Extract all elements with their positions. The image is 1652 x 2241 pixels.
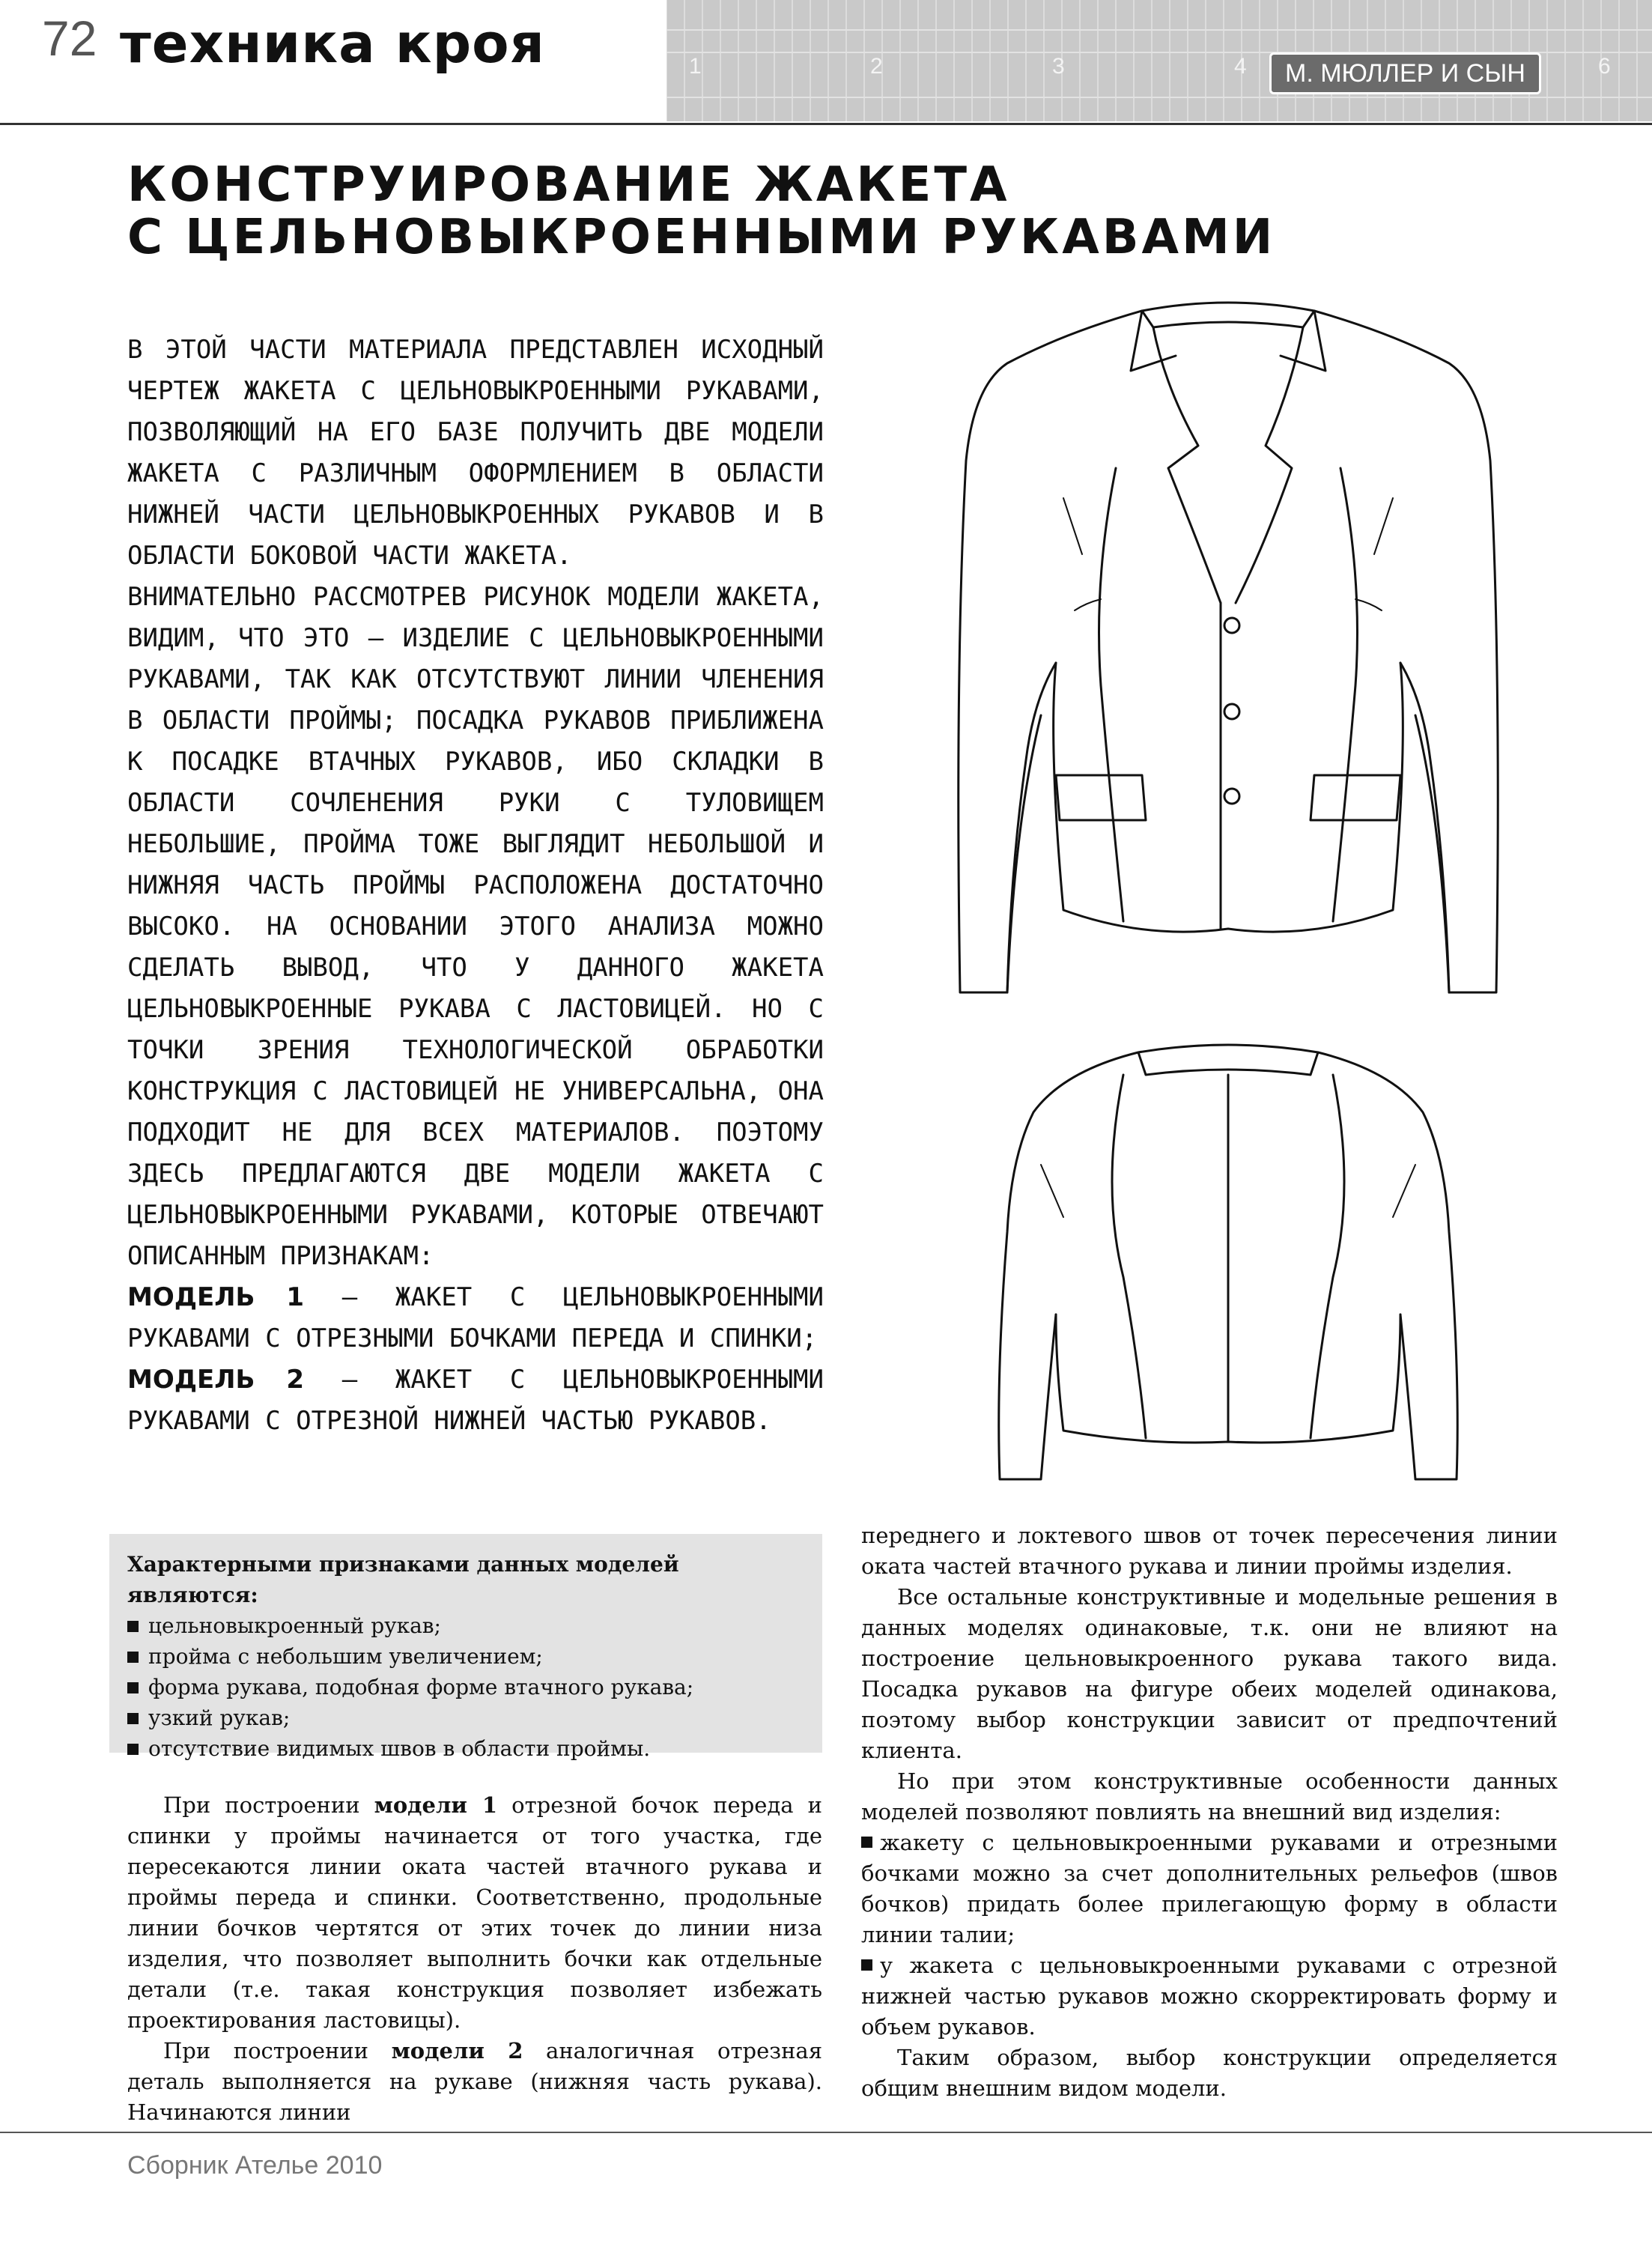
bullet-text: у жакета с цельновыкроенными рукавами с отрезной нижней частью рукавов можно скорректировать форму и объем рукавов. [861, 1953, 1558, 2040]
text-run: При построении [163, 2038, 392, 2063]
feature-item: цельновыкроенный рукав; [127, 1610, 804, 1641]
bullet-square-icon [861, 1837, 872, 1848]
header-divider [0, 123, 1652, 125]
left-paragraph-1 [127, 1790, 822, 2036]
ruler-number: 6 [1598, 54, 1611, 79]
ruler-number: 4 [1234, 54, 1247, 79]
article-headline [127, 159, 1275, 264]
model-2-description [127, 1359, 824, 1442]
jacket-illustration [951, 296, 1505, 1494]
jacket-front-drawing [959, 303, 1498, 992]
right-paragraph-1: переднего и локтевого швов от точек пересечения линии оката частей втачного рукава и линии проймы изделия. [861, 1523, 1558, 1579]
bullet-square-icon [861, 1959, 872, 1971]
text-run: отрезной бочок переда и спинки у проймы начинается от того участка, где пересекаются линии оката частей втачного рукава и проймы переда и спинки. Соответственно, продольные линии бочков чертятся от этих точек до линии низа изделия, что позволяет выполнить бочки как отдельные детали (т.е. такая конструкция позволяет избежать проектирования ластовицы). [127, 1792, 823, 2033]
footer-divider [0, 2132, 1652, 2133]
section-title: техника кроя [120, 12, 545, 75]
model-1-description [127, 1277, 824, 1359]
model-2-text: – ЖАКЕТ С ЦЕЛЬНОВЫКРОЕННЫМИ РУКАВАМИ С ОТРЕЗНОЙ НИЖНЕЙ ЧАСТЬЮ РУКАВОВ. [127, 1365, 824, 1436]
intro-text [127, 330, 824, 1442]
feature-item: отсутствие видимых швов в области проймы. [127, 1733, 804, 1764]
intro-paragraph-1: В ЭТОЙ ЧАСТИ МАТЕРИАЛА ПРЕДСТАВЛЕН ИСХОДНЫЙ ЧЕРТЕЖ ЖАКЕТА С ЦЕЛЬНОВЫКРОЕННЫМИ РУКАВАМИ, ПОЗВОЛЯЮЩИЙ НА ЕГО БАЗЕ ПОЛУЧИТЬ ДВЕ МОДЕЛИ ЖАКЕТА С РАЗЛИЧНЫМ ОФОРМЛЕНИЕМ В ОБЛАСТИ НИЖНЕЙ ЧАСТИ ЦЕЛЬНОВЫКРОЕННЫХ РУКАВОВ И В ОБЛАСТИ БОКОВОЙ ЧАСТИ ЖАКЕТА. [127, 335, 824, 571]
jacket-back-drawing [999, 1045, 1458, 1479]
page-header [0, 0, 1652, 121]
left-paragraph-2 [127, 2036, 822, 2128]
right-paragraph-3: Но при этом конструктивные особенности данных моделей позволяют повлиять на внешний вид изделия: [861, 1768, 1558, 1825]
ruler-number: 3 [1052, 54, 1065, 79]
brand-badge: М. МЮЛЛЕР И СЫН [1269, 52, 1541, 94]
model-1-ref: модели 1 [374, 1792, 498, 1818]
feature-item: форма рукава, подобная форме втачного рукава; [127, 1672, 804, 1702]
model-2-label: МОДЕЛЬ 2 [127, 1365, 305, 1395]
right-column-text [861, 1520, 1558, 2104]
ruler-number: 1 [689, 54, 702, 79]
model-2-ref: модели 2 [391, 2038, 523, 2063]
footer-text: Сборник Ателье 2010 [127, 2151, 383, 2180]
page-number: 72 [42, 10, 97, 66]
intro-paragraph-2: ВНИМАТЕЛЬНО РАССМОТРЕВ РИСУНОК МОДЕЛИ ЖАКЕТА, ВИДИМ, ЧТО ЭТО – ИЗДЕЛИЕ С ЦЕЛЬНОВЫКРОЕННЫМИ РУКАВАМИ, ТАК КАК ОТСУТСТВУЮТ ЛИНИИ ЧЛЕНЕНИЯ В ОБЛАСТИ ПРОЙМЫ; ПОСАДКА РУКАВОВ ПРИБЛИЖЕНА К ПОСАДКЕ ВТАЧНЫХ РУКАВОВ, ИБО СКЛАДКИ В ОБЛАСТИ СОЧЛЕНЕНИЯ РУКИ С ТУЛОВИЩЕМ НЕБОЛЬШИЕ, ПРОЙМА ТОЖЕ ВЫГЛЯДИТ НЕБОЛЬШОЙ И НИЖНЯЯ ЧАСТЬ ПРОЙМЫ РАСПОЛОЖЕНА ДОСТАТОЧНО ВЫСОКО. НА ОСНОВАНИИ ЭТОГО АНАЛИЗА МОЖНО СДЕЛАТЬ ВЫВОД, ЧТО У ДАННОГО ЖАКЕТА ЦЕЛЬНОВЫКРОЕННЫЕ РУКАВА С ЛАСТОВИЦЕЙ. НО С ТОЧКИ ЗРЕНИЯ ТЕХНОЛОГИЧЕСКОЙ ОБРАБОТКИ КОНСТРУКЦИЯ С ЛАСТОВИЦЕЙ НЕ УНИВЕРСАЛЬНА, ОНА ПОДХОДИТ НЕ ДЛЯ ВСЕХ МАТЕРИАЛОВ. ПОЭТОМУ ЗДЕСЬ ПРЕДЛАГАЮТСЯ ДВЕ МОДЕЛИ ЖАКЕТА С ЦЕЛЬНОВЫКРОЕННЫМИ РУКАВАМИ, КОТОРЫЕ ОТВЕЧАЮТ ОПИСАННЫМ ПРИЗНАКАМ: [127, 582, 824, 1271]
bullet-text: жакету с цельновыкроенными рукавами и отрезными бочками можно за счет дополнительных рельефов (швов бочков) придать более прилегающую форму в области линии талии; [861, 1830, 1558, 1947]
features-title: Характерными признаками данных моделей являются: [127, 1552, 679, 1607]
right-paragraph-2: Все остальные конструктивные и модельные решения в данных моделях одинаковые, т.к. они не влияют на построение цельновыкроенного рукава такого вида. Посадка рукавов на фигуре обеих моделей одинакова, поэтому выбор конструкции зависит от предпочтений клиента. [861, 1584, 1558, 1763]
feature-item: пройма с небольшим увеличением; [127, 1641, 804, 1672]
right-bullet-1 [861, 1828, 1558, 1950]
features-box [109, 1534, 822, 1761]
model-1-text: – ЖАКЕТ С ЦЕЛЬНОВЫКРОЕННЫМИ РУКАВАМИ С ОТРЕЗНЫМИ БОЧКАМИ ПЕРЕДА И СПИНКИ; [127, 1282, 824, 1353]
text-run: При построении [163, 1792, 374, 1818]
left-column-text [127, 1790, 822, 2128]
headline-line-1: КОНСТРУИРОВАНИЕ ЖАКЕТА [127, 157, 1010, 213]
feature-item: узкий рукав; [127, 1702, 804, 1733]
ruler-number: 2 [870, 54, 883, 79]
headline-line-2: С ЦЕЛЬНОВЫКРОЕННЫМИ РУКАВАМИ [127, 210, 1276, 265]
text-run: аналогичная отрезная деталь выполняется на рукаве (нижняя часть рукава). Начинаются линии [127, 2038, 822, 2125]
right-paragraph-4: Таким образом, выбор конструкции определяется общим внешним видом модели. [861, 2045, 1558, 2101]
right-bullet-2 [861, 1950, 1558, 2043]
model-1-label: МОДЕЛЬ 1 [127, 1282, 305, 1312]
